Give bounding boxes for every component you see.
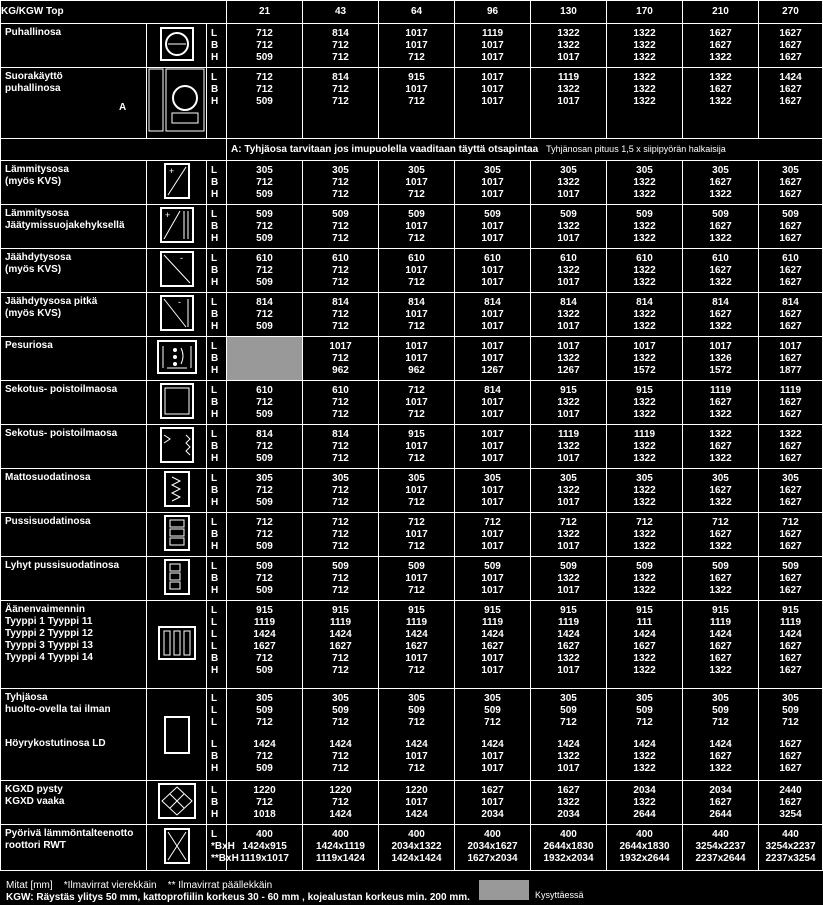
row-name: Lämmitysosa Jäätymissuojakehyksellä — [1, 205, 147, 249]
table-cell: 440 3254x2237 2237x3254 — [759, 825, 823, 871]
table-row — [1, 689, 823, 781]
table-cell: 712 1017 1017 — [455, 513, 531, 557]
table-cell: 610 712 712 — [303, 381, 379, 425]
dim-labels: L L L L B H — [207, 601, 227, 689]
table-cell: 509 1627 1627 — [759, 557, 823, 601]
table-cell: 305 1322 1322 — [607, 161, 683, 205]
table-cell: 1220 712 1018 — [227, 781, 303, 825]
table-cell — [379, 689, 455, 781]
table-cell: 915 1119 1424 1627 1017 712 — [379, 601, 455, 689]
table-row — [1, 825, 823, 871]
table-cell: 305 1322 1017 — [531, 469, 607, 513]
col-header: 210 — [683, 1, 759, 24]
dim-labels: L B H — [207, 425, 227, 469]
table-cell: 305 712 509 — [227, 161, 303, 205]
row-name: Sekotus- poistoilmaosa — [1, 381, 147, 425]
table-cell: 509 1017 712 — [379, 557, 455, 601]
table-cell: 1017 1017 1017 — [455, 68, 531, 139]
fan-section-icon — [147, 24, 207, 68]
col-header: 270 — [759, 1, 823, 24]
table-cell: 712 712 712 — [303, 513, 379, 557]
table-row — [1, 781, 823, 825]
table-cell: 509 1627 1322 — [683, 205, 759, 249]
table-cell: 305 1627 1627 — [759, 469, 823, 513]
table-cell: 400 2034x1322 1424x1424 — [379, 825, 455, 871]
table-cell: 305 1017 712 — [379, 469, 455, 513]
silencer-icon — [147, 601, 207, 689]
cell-value-1: 305 509 712 — [560, 693, 577, 728]
mixing-damper-icon — [147, 425, 207, 469]
row-name — [1, 689, 147, 781]
table-row — [1, 557, 823, 601]
table-cell: 610 712 712 — [303, 249, 379, 293]
table-cell — [227, 689, 303, 781]
table-cell: 1220 712 1424 — [303, 781, 379, 825]
table-cell: 610 1627 1627 — [759, 249, 823, 293]
table-row — [1, 68, 823, 139]
table-cell: 1322 1627 1322 — [683, 68, 759, 139]
table-cell: 814 712 509 — [227, 293, 303, 337]
table-row — [1, 161, 823, 205]
cell-value-1: 305 509 712 — [408, 693, 425, 728]
empty-section-icon — [147, 689, 207, 781]
table-cell: 305 712 712 — [303, 469, 379, 513]
row-name: Pesuriosa — [1, 337, 147, 381]
footer-line2: KGW: Räystäs ylitys 50 mm, kattoprofiilin korkeus 30 - 60 mm , kojealustan korkeus min. 200 mm. — [6, 892, 470, 903]
table-cell: 509 712 712 — [303, 205, 379, 249]
table-cell: 610 712 509 — [227, 249, 303, 293]
table-cell: 1424 1627 1627 — [759, 68, 823, 139]
table-cell: 610 1017 1017 — [455, 249, 531, 293]
note-row — [1, 139, 823, 161]
dim-labels-1: L L L — [211, 693, 218, 728]
table-cell: 509 1017 1017 — [455, 557, 531, 601]
table-cell: 509 1322 1017 — [531, 205, 607, 249]
table-cell: 1119 1017 1017 — [455, 24, 531, 68]
dim-labels: L B H — [207, 205, 227, 249]
table-cell: 2034 1627 2644 — [683, 781, 759, 825]
table-cell: 610 1017 712 — [379, 249, 455, 293]
cell-value-1: 305 509 712 — [484, 693, 501, 728]
svg-text:+: + — [164, 209, 170, 220]
table-cell: 814 1017 1017 — [455, 381, 531, 425]
table-cell: 305 1017 1017 — [455, 469, 531, 513]
cell-value-2: 1424 1322 1017 — [557, 739, 580, 774]
table-cell: 1017 1017 712 — [379, 24, 455, 68]
col-header: 170 — [607, 1, 683, 24]
table-cell: 1322 1627 1322 — [683, 425, 759, 469]
table-cell: 814 712 712 — [303, 24, 379, 68]
svg-text:-: - — [177, 296, 181, 307]
table-cell: 915 1322 1322 — [607, 381, 683, 425]
row-name: Äänenvaimennin Tyyppi 1 Tyyppi 11 Tyyppi 2 Tyyppi 12 Tyyppi 3 Tyyppi 13 Tyyppi 4 Tyyppi 14 — [1, 601, 147, 689]
table-row — [1, 513, 823, 557]
table-title: KG/KGW Top — [1, 1, 227, 24]
table-row — [1, 425, 823, 469]
cell-value-2: 1424 1627 1322 — [709, 739, 732, 774]
col-header: 21 — [227, 1, 303, 24]
table-cell: 610 712 509 — [227, 381, 303, 425]
table-cell: 712 712 509 — [227, 68, 303, 139]
table-cell: 305 712 509 — [227, 469, 303, 513]
table-cell: 509 712 712 — [303, 557, 379, 601]
table-row — [1, 381, 823, 425]
table-cell: 1017 1322 1572 — [607, 337, 683, 381]
dim-labels-2: L B H — [211, 739, 219, 774]
table-cell — [683, 689, 759, 781]
short-bag-filter-icon — [147, 557, 207, 601]
row-name: Jäähdytysosa (myös KVS) — [1, 249, 147, 293]
cell-value-2: 1424 712 509 — [253, 739, 276, 774]
dim-labels: L B H — [207, 68, 227, 139]
table-cell: 814 1322 1322 — [607, 293, 683, 337]
cell-value-1: 305 509 712 — [636, 693, 653, 728]
table-row — [1, 337, 823, 381]
col-header: 64 — [379, 1, 455, 24]
table-cell: 915 1119 1424 1627 1322 1017 — [531, 601, 607, 689]
note-text: A: Tyhjäosa tarvitaan jos imupuolella vaaditaan täyttä otsapintaa — [231, 144, 539, 155]
table-cell: 712 1627 1322 — [683, 513, 759, 557]
table-cell: 400 1424x915 1119x1017 — [227, 825, 303, 871]
table-cell: 1627 1017 2034 — [455, 781, 531, 825]
table-cell: 610 1627 1322 — [683, 249, 759, 293]
dim-labels: L B H — [207, 557, 227, 601]
table-cell: 1627 1627 1627 — [759, 24, 823, 68]
dim-labels: L *BxH **BxH — [207, 825, 227, 871]
table-cell: 1119 1627 1627 — [759, 381, 823, 425]
table-cell: 814 712 509 — [227, 425, 303, 469]
table-cell: 1119 1322 1017 — [531, 425, 607, 469]
table-cell: 915 1119 1424 1627 712 712 — [303, 601, 379, 689]
table-cell: 1017 1326 1572 — [683, 337, 759, 381]
table-cell: 305 1627 1627 — [759, 161, 823, 205]
table-cell: 2034 1322 2644 — [607, 781, 683, 825]
col-header: 130 — [531, 1, 607, 24]
cell-value-2: 1424 712 712 — [329, 739, 352, 774]
table-cell: 814 712 712 — [303, 293, 379, 337]
table-cell: 712 1017 712 — [379, 513, 455, 557]
table-cell: 509 1322 1322 — [607, 205, 683, 249]
legend-label: Kysyttäessä — [535, 890, 584, 900]
note-cell — [227, 139, 823, 161]
cross-flow-hx-icon — [147, 781, 207, 825]
row-name: Mattosuodatinosa — [1, 469, 147, 513]
table-cell: 1322 1322 1322 — [607, 68, 683, 139]
table-cell: 1017 1017 1017 — [455, 425, 531, 469]
table-cell: 1017 1017 962 — [379, 337, 455, 381]
table-cell: 915 1119 1424 1627 1017 1017 — [455, 601, 531, 689]
cell-value-2: 1627 1627 1627 — [779, 739, 802, 774]
mixing-section-icon — [147, 381, 207, 425]
footer-line1: Mitat [mm] *Ilmavirrat vierekkäin ** Ilmavirrat päällekkäin — [6, 880, 273, 891]
note-small-text: Tyhjänosan pituus 1,5 x siipipyörän halkaisija — [546, 144, 726, 154]
table-cell: 1220 1017 1424 — [379, 781, 455, 825]
table-cell: 814 712 712 — [303, 68, 379, 139]
row-name-primary: Tyhjäosa huolto-ovella tai ilman — [5, 692, 111, 715]
cell-value-2: 1424 1017 1017 — [481, 739, 504, 774]
table-cell: 712 712 509 — [227, 513, 303, 557]
row-name-secondary: Höyrykostutinosa LD — [5, 738, 106, 749]
table-cell: 814 1627 1627 — [759, 293, 823, 337]
dim-labels: L B H — [207, 337, 227, 381]
table-cell: 712 712 509 — [227, 24, 303, 68]
table-cell: 1322 1322 1322 — [607, 24, 683, 68]
table-cell: 1322 1322 1017 — [531, 24, 607, 68]
table-cell — [455, 689, 531, 781]
bag-filter-icon — [147, 513, 207, 557]
washer-icon — [147, 337, 207, 381]
row-name: Jäähdytysosa pitkä (myös KVS) — [1, 293, 147, 337]
table-cell: 305 1322 1017 — [531, 161, 607, 205]
dim-labels: L B H — [207, 249, 227, 293]
table-cell: 509 712 509 — [227, 205, 303, 249]
table-cell: 305 712 712 — [303, 161, 379, 205]
table-cell: 509 1017 1017 — [455, 205, 531, 249]
table-cell: 814 712 712 — [303, 425, 379, 469]
table-row — [1, 293, 823, 337]
table-cell-on-request — [227, 337, 303, 381]
table-row — [1, 601, 823, 689]
heating-coil-icon — [147, 161, 207, 205]
table-cell: 509 1627 1322 — [683, 557, 759, 601]
cell-value-2: 1424 1322 1322 — [633, 739, 656, 774]
dim-labels: L B H — [207, 381, 227, 425]
table-cell: 400 2644x1830 1932x2644 — [607, 825, 683, 871]
cell-value-1: 305 509 712 — [782, 693, 799, 728]
col-header: 96 — [455, 1, 531, 24]
svg-text:-: - — [179, 252, 183, 263]
table-cell: 400 2644x1830 1932x2034 — [531, 825, 607, 871]
table-cell: 712 1017 712 — [379, 381, 455, 425]
svg-text:+: + — [168, 165, 174, 176]
table-cell: 610 1322 1017 — [531, 249, 607, 293]
row-name: Pyörivä lämmöntalteenotto roottori RWT — [1, 825, 147, 871]
table-cell — [759, 689, 823, 781]
table-cell: 1017 712 962 — [303, 337, 379, 381]
cooling-long-icon — [147, 293, 207, 337]
table-cell: 2440 1627 3254 — [759, 781, 823, 825]
table-cell: 1017 1322 1267 — [531, 337, 607, 381]
table-cell: 915 1017 712 — [379, 68, 455, 139]
table-cell: 915 1017 712 — [379, 425, 455, 469]
row-name: Suorakäyttö puhallinosa — [1, 68, 147, 139]
table-row — [1, 249, 823, 293]
table-cell: 305 1627 1322 — [683, 469, 759, 513]
row-name: Puhallinosa — [1, 24, 147, 68]
header-row — [1, 1, 823, 24]
row-name: KGXD pysty KGXD vaaka — [1, 781, 147, 825]
table-cell — [607, 689, 683, 781]
heating-frost-icon — [147, 205, 207, 249]
table-cell: 305 1017 1017 — [455, 161, 531, 205]
table-cell: 915 1119 1424 1627 1627 1322 — [683, 601, 759, 689]
table-cell: 712 1627 1627 — [759, 513, 823, 557]
table-cell: 1119 1322 1017 — [531, 68, 607, 139]
table-cell: 610 1322 1322 — [607, 249, 683, 293]
table-cell: 400 1424x1119 1119x1424 — [303, 825, 379, 871]
table-cell: 509 1322 1322 — [607, 557, 683, 601]
table-cell: 1119 1322 1322 — [607, 425, 683, 469]
row-name: Sekotus- poistoilmaosa — [1, 425, 147, 469]
panel-filter-icon — [147, 469, 207, 513]
cell-value-2: 1424 1017 712 — [405, 739, 428, 774]
table-cell: 915 1119 1424 1627 1627 1627 — [759, 601, 823, 689]
row-name: Lyhyt pussisuodatinosa — [1, 557, 147, 601]
row-name: Pussisuodatinosa — [1, 513, 147, 557]
table-cell: 1627 1322 2034 — [531, 781, 607, 825]
note-blank — [1, 139, 227, 161]
col-header: 43 — [303, 1, 379, 24]
table-cell: 814 1322 1017 — [531, 293, 607, 337]
table-cell: 509 712 509 — [227, 557, 303, 601]
table-cell: 814 1017 1017 — [455, 293, 531, 337]
table-cell: 305 1322 1322 — [607, 469, 683, 513]
footer-notes — [6, 880, 470, 904]
table-cell — [531, 689, 607, 781]
table-row — [1, 205, 823, 249]
table-cell: 305 1017 712 — [379, 161, 455, 205]
table-row — [1, 24, 823, 68]
table-cell: 509 1627 1627 — [759, 205, 823, 249]
table-cell: 712 1322 1017 — [531, 513, 607, 557]
dim-labels: L B H — [207, 24, 227, 68]
table-cell: 915 1322 1017 — [531, 381, 607, 425]
table-cell: 915 111 1424 1627 1322 1322 — [607, 601, 683, 689]
table-cell: 1627 1627 1322 — [683, 24, 759, 68]
legend-gray-swatch — [479, 880, 529, 900]
dim-labels — [207, 689, 227, 781]
cooling-coil-icon — [147, 249, 207, 293]
table-cell: 1119 1627 1322 — [683, 381, 759, 425]
cell-value-1: 305 509 712 — [712, 693, 729, 728]
cell-value-1: 305 509 712 — [256, 693, 273, 728]
direct-drive-fan-icon — [119, 68, 207, 139]
table-cell: 1017 1627 1877 — [759, 337, 823, 381]
dim-labels: L B H — [207, 161, 227, 205]
rotary-hx-icon — [147, 825, 207, 871]
dim-labels: L B H — [207, 513, 227, 557]
table-cell: 814 1627 1322 — [683, 293, 759, 337]
table-cell: 1017 1017 1267 — [455, 337, 531, 381]
table-cell: 509 1322 1017 — [531, 557, 607, 601]
table-cell: 915 1119 1424 1627 712 509 — [227, 601, 303, 689]
table-cell: 400 2034x1627 1627x2034 — [455, 825, 531, 871]
dim-labels: L B H — [207, 781, 227, 825]
dim-labels: L B H — [207, 293, 227, 337]
table-cell: 814 1017 712 — [379, 293, 455, 337]
table-row — [1, 469, 823, 513]
dim-labels: L B H — [207, 469, 227, 513]
cell-value-1: 305 509 712 — [332, 693, 349, 728]
icon-label-a: A — [119, 102, 127, 113]
table-cell: 1322 1627 1627 — [759, 425, 823, 469]
table-cell: 305 1627 1322 — [683, 161, 759, 205]
table-cell: 440 3254x2237 2237x2644 — [683, 825, 759, 871]
table-cell: 509 1017 712 — [379, 205, 455, 249]
table-cell — [303, 689, 379, 781]
row-name: Lämmitysosa (myös KVS) — [1, 161, 147, 205]
table-cell: 712 1322 1322 — [607, 513, 683, 557]
